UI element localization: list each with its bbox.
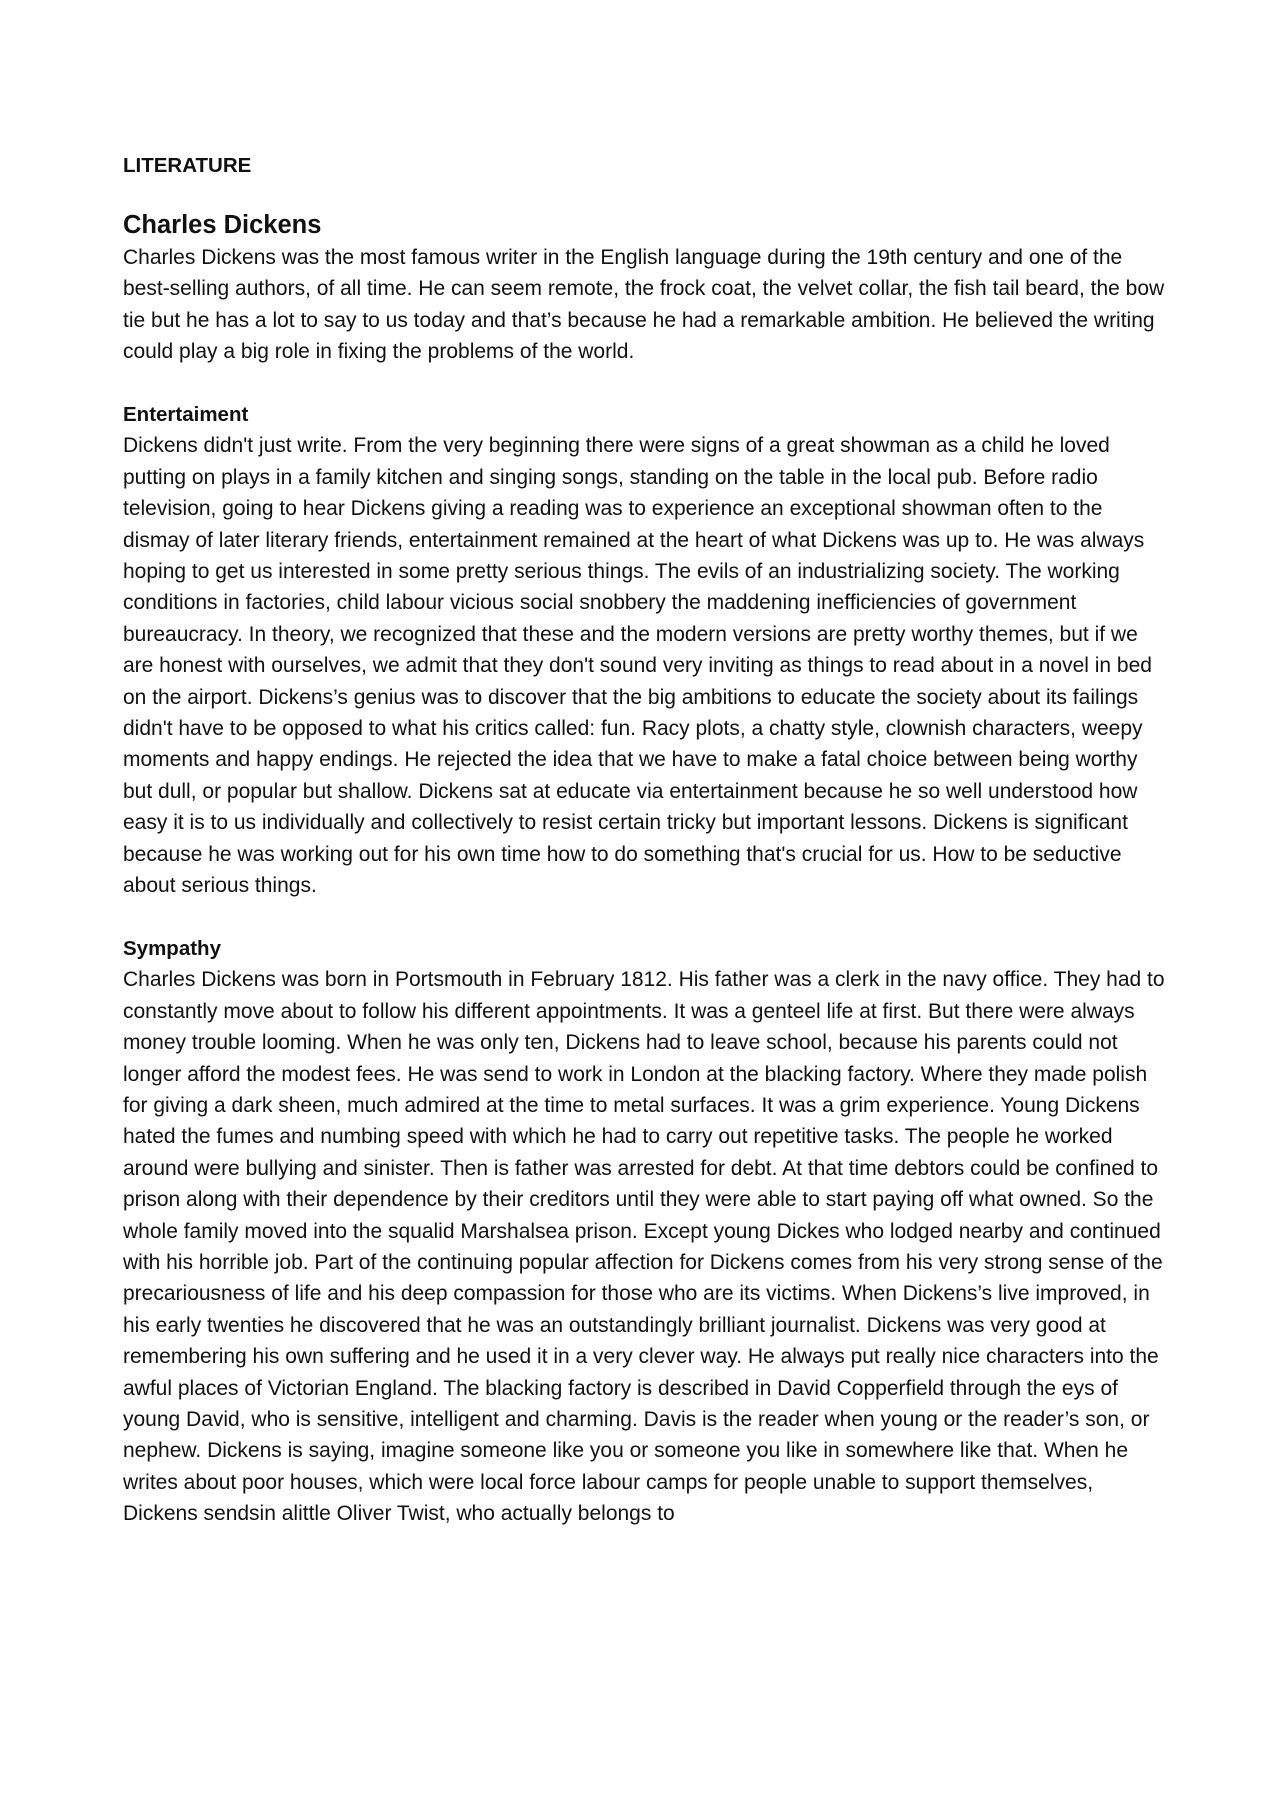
section-heading-sympathy: Sympathy — [123, 936, 221, 960]
intro-paragraph: Charles Dickens was the most famous writer in the English language during the 19th century and one of the best-selling authors, of all time. He can seem remote, the frock coat, the velvet collar, the fish tail beard, the bow tie but he has a lot to say to us today and that’s because he had a remarkable ambition. He believed the writing could play a big role in fixing the problems of the world. — [123, 246, 1165, 364]
section-body-sympathy: Charles Dickens was born in Portsmouth in February 1812. His father was a clerk in the navy office. They had to constantly move about to follow his different appointments. It was a genteel life at first. But there were always money trouble looming. When he was only ten, Dickens had to leave school, because his parents could not longer afford the modest fees. He was send to work in London at the blacking factory. Where they made polish for giving a dark sheen, much admired at the time to metal surfaces. It was a grim experience. Young Dickens hated the fumes and numbing speed with which he had to carry out repetitive tasks. The people he worked around were bullying and sinister. Then is father was arrested for debt. At that time debtors could be confined to prison along with their dependence by their creditors until they were able to start paying off what owned. So the whole family moved into the squalid Marshalsea prison. Except young Dickes who lodged nearby and continued with his horrible job. Part of the continuing popular affection for Dickens comes from his very strong sense of the precariousness of life and his deep compassion for those who are its victims. When Dickens’s live improved, in his early twenties he discovered that he was an outstandingly brilliant journalist. Dickens was very good at remembering his own suffering and he used it in a very clever way. He always put really nice characters into the awful places of Victorian England. The blacking factory is described in David Copperfield through the eys of young David, who is sensitive, intelligent and charming. Davis is the reader when young or the reader’s son, or nephew. Dickens is saying, imagine someone like you or someone you like in somewhere like that. When he writes about poor houses, which were local force labour camps for people unable to support themselves, Dickens sendsin alittle Oliver Twist, who actually belongs to — [123, 968, 1165, 1526]
document-page — [123, 150, 1168, 1530]
section-heading-entertainment: Entertaiment — [123, 403, 249, 427]
paragraph-spacer — [123, 902, 1168, 933]
document-title: Charles Dickens — [123, 211, 322, 239]
section-label: LITERATURE — [123, 154, 252, 177]
paragraph-spacer — [123, 368, 1168, 399]
section-body-entertainment: Dickens didn't just write. From the very beginning there were signs of a great showman as a child he loved putting on plays in a family kitchen and singing songs, standing on the table in the local pub. Before radio television, going to hear Dickens giving a reading was to experience an exceptional showman often to the dismay of later literary friends, entertainment remained at the heart of what Dickens was up to. He was always hoping to get us interested in some pretty serious things. The evils of an industrializing society. The working conditions in factories, child labour vicious social snobbery the maddening inefficiencies of government bureaucracy. In theory, we recognized that these and the modern versions are pretty worthy themes, but if we are honest with ourselves, we admit that they don't sound very inviting as things to read about in a novel in bed on the airport. Dickens’s genius was to discover that the big ambitions to educate the society about its failings didn't have to be opposed to what his critics called: fun. Racy plots, a chatty style, clownish characters, weepy moments and happy endings. He rejected the idea that we have to make a fatal choice between being worthy but dull, or popular but shallow. Dickens sat at educate via entertainment because he so well understood how easy it is to us individually and collectively to resist certain tricky but important lessons. Dickens is significant because he was working out for his own time how to do something that's crucial for us. How to be seductive about serious things. — [123, 434, 1152, 898]
